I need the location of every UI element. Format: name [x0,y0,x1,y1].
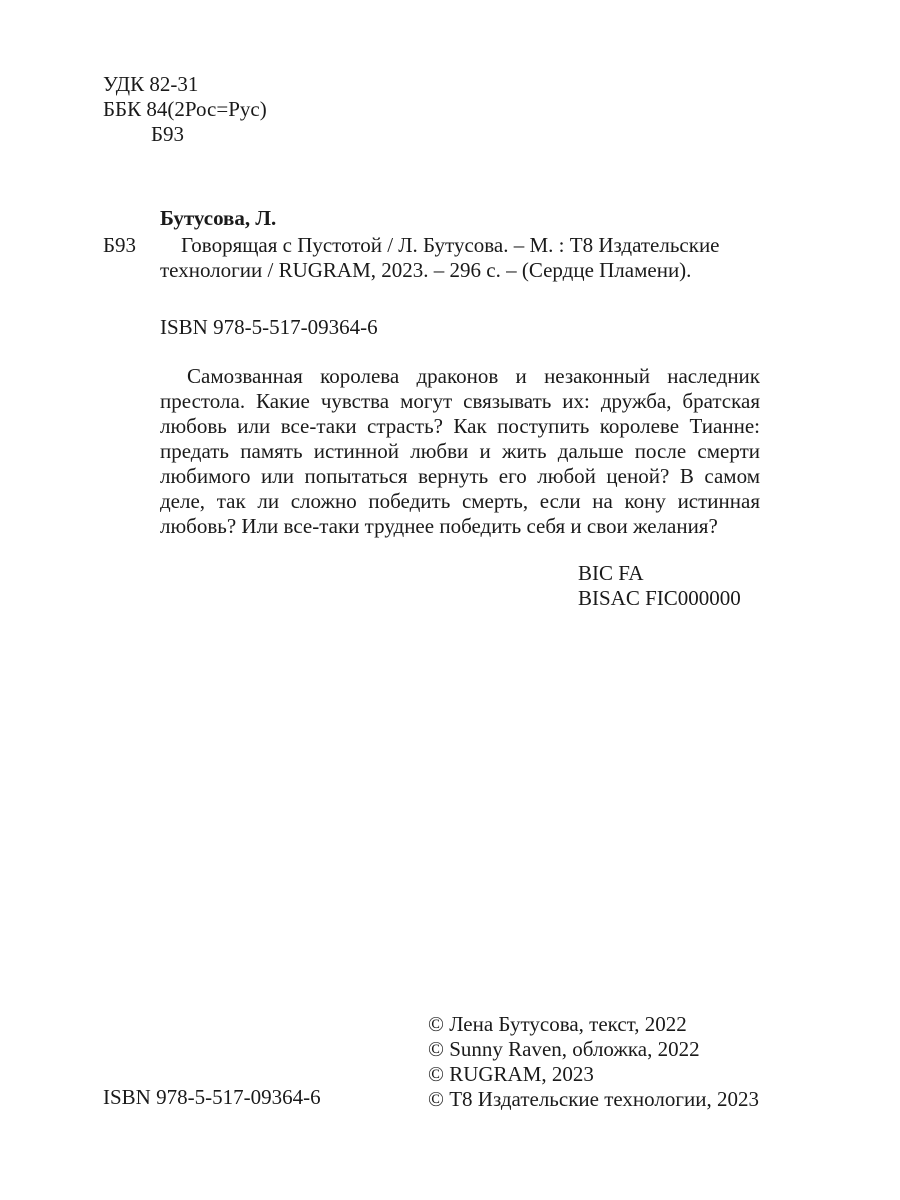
annotation-line: любовь или все-таки страсть? Как поступить королеве Тианне: [160,414,760,438]
udk-code: УДК 82-31 [103,72,199,96]
isbn-main: ISBN 978-5-517-09364-6 [160,315,378,339]
annotation-line: предать память истинной любви и жить дальше после смерти [160,439,760,463]
copyright-line: © RUGRAM, 2023 [428,1062,594,1086]
bibliographic-description [160,233,760,283]
record-author-mark: Б93 [103,233,137,257]
isbn-bottom: ISBN 978-5-517-09364-6 [103,1085,321,1109]
bbk-code: ББК 84(2Рос=Рус) [103,97,267,121]
classification-block [103,72,267,147]
bib-line-2: технологии / RUGRAM, 2023. – 296 с. – (Сердце Пламени). [160,258,692,282]
annotation-line: любимого или попытаться вернуть его любой ценой? В самом [160,464,760,488]
bisac-code: BISAC FIC000000 [578,586,741,610]
copyright-line: © Sunny Raven, обложка, 2022 [428,1037,700,1061]
annotation-line: любовь? Или все-таки труднее победить себя и свои желания? [160,514,718,538]
bic-code: BIC FA [578,561,644,585]
copyright-line: © Т8 Издательские технологии, 2023 [428,1087,759,1111]
copyright-line: © Лена Бутусова, текст, 2022 [428,1012,687,1036]
author-heading: Бутусова, Л. [160,206,277,230]
annotation-line: деле, так ли сложно победить смерть, если на кону истинная [160,489,760,513]
annotation-line: престола. Какие чувства могут связывать их: дружба, братская [160,389,760,413]
author-mark: Б93 [151,122,185,146]
copyright-notices [428,1012,759,1112]
annotation [160,364,760,539]
subject-codes [578,561,741,611]
bib-line-1: Говорящая с Пустотой / Л. Бутусова. – М. : Т8 Издательские [181,233,720,257]
annotation-line: Самозванная королева драконов и незаконный наследник [187,364,760,388]
